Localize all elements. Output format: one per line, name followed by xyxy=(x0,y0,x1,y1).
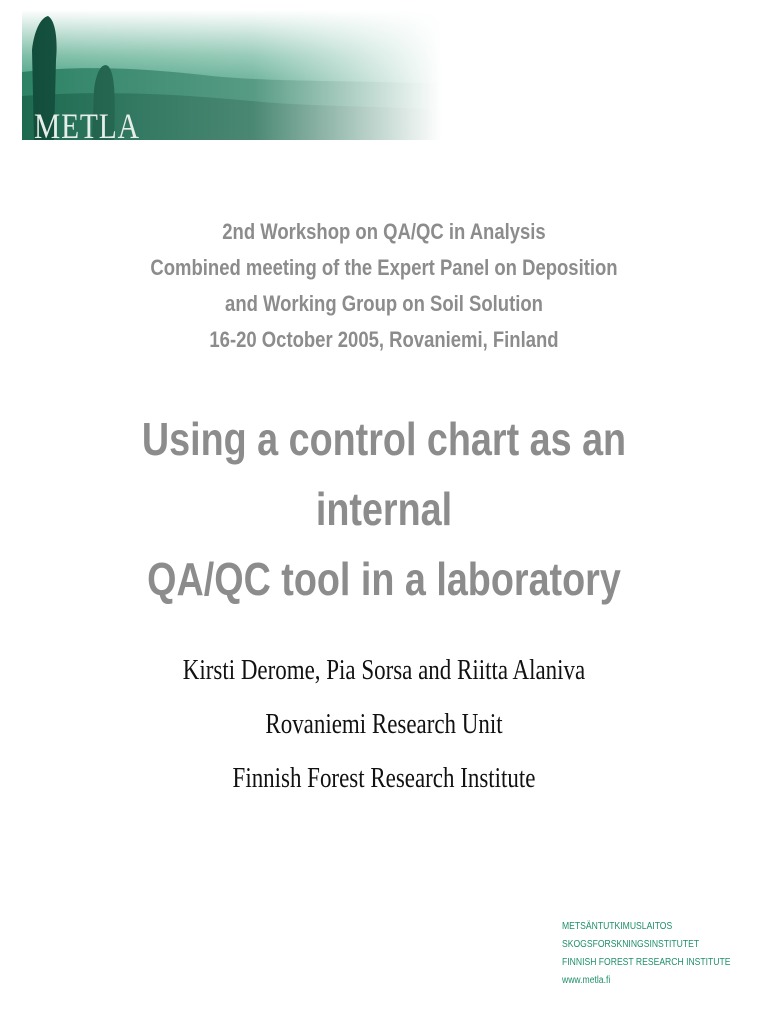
institute-name: Finnish Forest Research Institute xyxy=(232,763,536,794)
presentation-title xyxy=(0,404,768,614)
footer-institute xyxy=(562,918,762,990)
title-line-2: QA/QC tool in a laboratory xyxy=(147,553,621,605)
workshop-group: and Working Group on Soil Solution xyxy=(225,291,543,316)
footer-finnish-name: METSÄNTUTKIMUSLAITOS xyxy=(562,921,673,932)
footer-website-link[interactable]: www.metla.fi xyxy=(562,975,611,986)
research-unit: Rovaniemi Research Unit xyxy=(265,709,503,740)
footer-swedish-name: SKOGSFORSKNINGSINSTITUTET xyxy=(562,939,700,950)
header-banner xyxy=(22,10,442,140)
metla-logo: METLA xyxy=(34,106,140,140)
footer-english-name: FINNISH FOREST RESEARCH INSTITUTE xyxy=(562,957,731,968)
title-line-1: Using a control chart as an internal xyxy=(141,413,627,535)
author-names: Kirsti Derome, Pia Sorsa and Riitta Alaniva xyxy=(182,655,586,686)
authors-info xyxy=(0,644,768,806)
workshop-title: 2nd Workshop on QA/QC in Analysis xyxy=(222,219,546,244)
workshop-date-location: 16-20 October 2005, Rovaniemi, Finland xyxy=(209,327,559,352)
workshop-info xyxy=(0,214,768,358)
workshop-meeting: Combined meeting of the Expert Panel on Deposition xyxy=(150,255,618,280)
